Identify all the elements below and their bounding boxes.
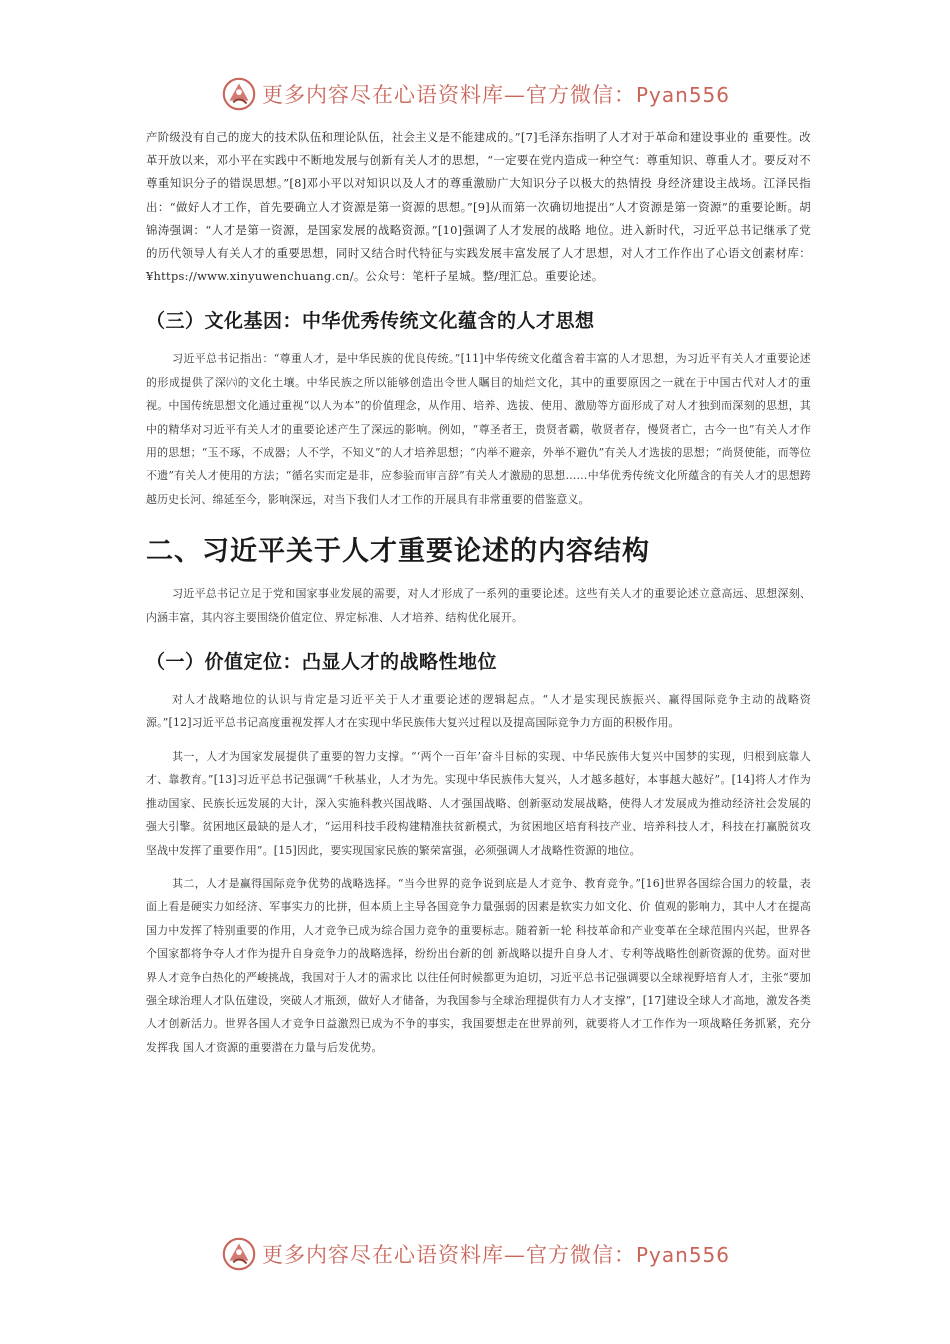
wechat-id: Pyan556 [635,83,730,107]
section-1-paragraph-3: 其二，人才是赢得国际竞争优势的战略选择。“当今世界的竞争说到底是人才竞争、教育竞争。”[16]世界各国综合国力的较量，表面上看是硬实力如经济、军事实力的比拼，但本质上主导各国竞争力量强弱的因素是软实力如文化、价 值观的影响力，其中人才在提高国力中发挥了特别重要的作用，人才竞争已成为综合国力竞争的重要标志。随着新一轮 科技革命和产业变革在全球范围内兴起，世界各个国家都将争夺人才作为提升自身竞争力的战略选择，纷纷出台新的创 新战略以提升自身人才、专利等战略性创新资源的优势。面对世界人才竞争白热化的严峻挑战，我国对于人才的需求比 以往任何时候都更为迫切，习近平总书记强调要以全球视野培育人才，主张“要加强全球治理人才队伍建设，突破人才瓶颈，做好人才储备，为我国参与全球治理提供有力人才支撑”，[17]建设全球人才高地，激发各类人才创新活力。世界各国人才竞争日益激烈已成为不争的事实，我国要想走在世界前列，就要将人才工作作为一项战略任务抓紧，充分发挥我 国人才资源的重要潜在力量与后发优势。 [146,876,811,1054]
section-1-paragraph-2: 其一，人才为国家发展提供了重要的智力支撑。“‘两个一百年’奋斗目标的实现、中华民族伟大复兴中国梦的实现，归根到底靠人才、靠教育。”[13]习近平总书记强调“千秋基业，人才为先。实现中华民族伟大复兴，人才越多越好，本事越大越好”。[14]将人才作为推动国家、民族长远发展的大计，深入实施科教兴国战略、人才强国战略、创新驱动发展战略，使得人才发展成为推动经济社会发展的强大引擎。贫困地区最缺的是人才，“运用科技手段构建精准扶贫新模式，为贫困地区培育科技产业、培养科技人才，科技在打赢脱贫攻坚战中发挥了重要作用”。[15]因此，要实现国家民族的繁荣富强，必须强调人才战略性资源的地位。 [146,749,811,857]
intro-paragraph: 产阶级没有自己的庞大的技术队伍和理论队伍，社会主义是不能建成的。”[7]毛泽东指明了人才对于革命和建设事业的 重要性。改革开放以来，邓小平在实践中不断地发展与创新有关人才的思想，“一定要在党内造成一种空气：尊重知识、尊重人才。要反对不尊重知识分子的错误思想。”[8]邓小平以对知识以及人才的尊重激励广大知识分子以极大的热情投 身经济建设主战场。江泽民指出：“做好人才工作，首先要确立人才资源是第一资源的思想。”[9]从而第一次确切地提出“人才资源是第一资源”的重要论断。胡锦涛强调：“人才是第一资源，是国家发展的战略资源。”[10]强调了人才发展的战略 地位。进入新时代，习近平总书记继承了党的历代领导人有关人才的重要思想，同时又结合时代特征与实践发展丰富发展了人才思想，对人才工作作出了心语文创素材库：¥https://www.xinyuwenchuang.cn/。公众号：笔杆子星城。整/理汇总。重要论述。 [146,130,811,284]
banner-text: 更多内容尽在心语资料库—官方微信：Pyan556 [261,83,730,107]
section-3-heading: （三）文化基因：中华优秀传统文化蕴含的人才思想 [146,310,595,333]
chapter-2-heading: 二、习近平关于人才重要论述的内容结构 [146,536,650,568]
chapter-2-paragraph: 习近平总书记立足于党和国家事业发展的需要，对人才形成了一系列的重要论述。这些有关人才的重要论述立意高远、思想深刻、内涵丰富，其内容主要围绕价值定位、界定标准、人才培养、结构优化展开。 [146,587,811,624]
footer-banner [0,1232,950,1276]
document-body [146,126,811,1059]
brand-logo-icon [220,75,258,113]
section-1-paragraph-1: 对人才战略地位的认识与肯定是习近平关于人才重要论述的逻辑起点。“人才是实现民族振兴、赢得国际竞争主动的战略资源。”[12]习近平总书记高度重视发挥人才在实现中华民族伟大复兴过程以及提高国际竞争力方面的积极作用。 [146,693,811,730]
section-1-heading: （一）价值定位：凸显人才的战略性地位 [146,651,498,674]
header-banner [0,72,950,116]
brand-logo-icon [220,1235,258,1273]
banner-text: 更多内容尽在心语资料库—官方微信：Pyan556 [261,1243,730,1267]
section-3-paragraph: 习近平总书记指出：“尊重人才，是中华民族的优良传统。”[11]中华传统文化蕴含着丰富的人才思想，为习近平有关人才重要论述的形成提供了深㈥的文化土壤。中华民族之所以能够创造出令世人瞩目的灿烂文化，其中的重要原因之一就在于中国古代对人才的重视。中国传统思想文化通过重视“以人为本”的价值理念，从作用、培养、选拔、使用、激励等方面形成了对人才独到而深刻的思想，其中的精华对习近平有关人才的重要论述产生了深远的影响。例如，“尊圣者王，贵贤者霸，敬贤者存，慢贤者亡，古今一也”有关人才作用的思想；“玉不琢，不成器；人不学，不知义”的人才培养思想；“内举不避亲，外举不避仇”有关人才选拔的思想；“尚贤使能，而等位不遗”有关人才使用的方法；“循名实而定是非，应参验而审言辞”有关人才激励的思想……中华优秀传统文化所蕴含的有关人才的思想跨越历史长河、绵延至今，影响深远，对当下我们人才工作的开展具有非常重要的借鉴意义。 [146,352,811,506]
wechat-id: Pyan556 [635,1243,730,1267]
